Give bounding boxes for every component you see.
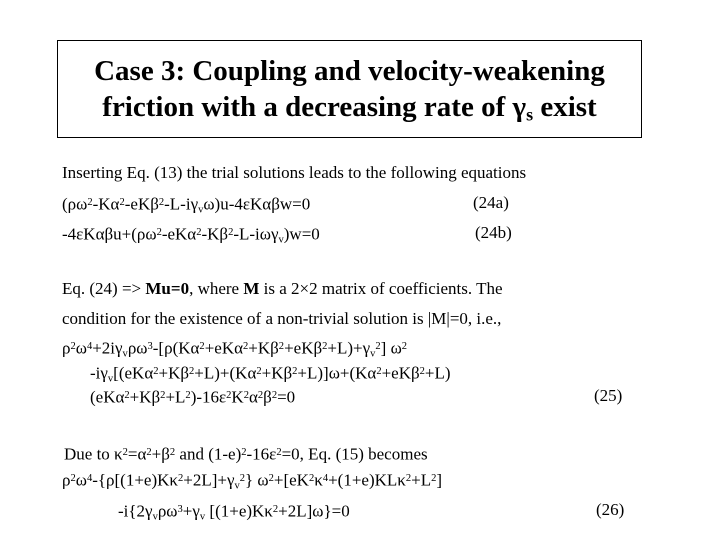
condition-statement: condition for the existence of a non-trivial solution is |M|=0, i.e., [62,309,502,328]
equation-24a: $(\rho\omega^2-K\alpha^2-eK\beta^2-L-i\gamma_v\omega)u-4\varepsilon K\alpha\beta w=0$ [62,194,311,216]
equation-26-line-1: $\rho^2\omega^4-\{\rho[(1+e)K\kappa^2+2L]+\gamma_v^2\}$ $\omega^2+[eK^2\kappa^4+(1+e)KL\kappa^2+L^2]$ [62,470,443,492]
intro-text: Inserting Eq. (13) the trial solutions leads to the following equations [62,163,527,182]
title-line-2 [58,89,641,132]
p2-line1-mid: , where [189,279,244,298]
title-box [57,40,642,138]
title-line-2-suffix: exist [533,91,597,123]
matrix-statement [62,277,503,301]
p2-line1-post: is a 2×2 matrix of coefficients. The [259,279,503,298]
equation-26-number: (26) [596,500,625,519]
equation-24b-number: (24b) [475,223,512,242]
equation-26-line-2: $-i\{2\gamma_v\rho\omega^3+\gamma_v$ $[(1+e)K\kappa^2+2L]\omega\}=0$ [118,501,350,523]
equation-24a-number: (24a) [473,193,509,212]
p2-line1-pre: Eq. (24) => [62,279,146,298]
equation-25-line-2: $-i\gamma_v[(eK\alpha^2+K\beta^2+L)+(K\alpha^2+K\beta^2+L)]\omega+(K\alpha^2+eK\beta^2+L)$ [90,363,451,385]
equation-25-line-3: $(eK\alpha^2+K\beta^2+L^2)-16\varepsilon^2K^2\alpha^2\beta^2=0$ [90,387,296,407]
gamma-symbol: γ [512,91,527,123]
substitution-statement: Due to $\kappa^2=\alpha^2+\beta^2$ and $(1-e)^2-16\varepsilon^2=0$, Eq. (15) becomes [64,444,428,464]
equation-25-line-1: $\rho^2\omega^4+2i\gamma_v\rho\omega^3-[\rho(K\alpha^2+eK\alpha^2+K\beta^2+eK\beta^2+L)+\gamma_v^2]$ $\omega^2$ [62,338,408,360]
p2-bold-m: M [243,279,260,298]
equation-24b: $-4\varepsilon K\alpha\beta u+(\rho\omega^2-eK\alpha^2-K\beta^2-L-i\omega\gamma_v)w=0$ [62,224,320,246]
p2-bold-mu: Mu=0 [145,279,190,298]
title-line-1: Case 3: Coupling and velocity-weakening [94,55,605,87]
equation-25-number: (25) [594,386,623,405]
title-line-2-prefix: friction with a decreasing rate of [102,91,513,123]
gamma-subscript: s [526,104,534,125]
